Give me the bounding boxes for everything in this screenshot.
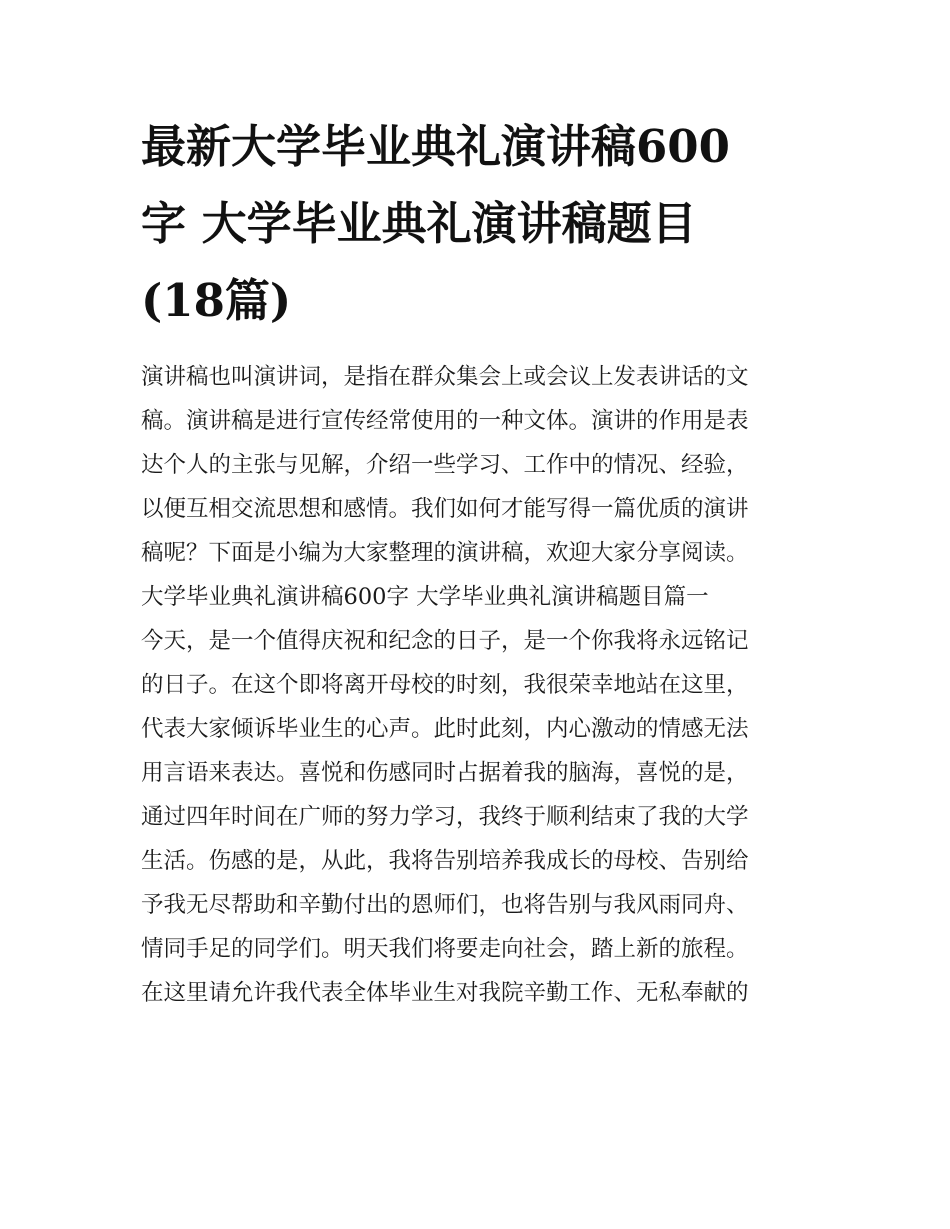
body-line: 稿。演讲稿是进行宣传经常使用的一种文体。演讲的作用是表 <box>141 408 749 434</box>
document-title <box>141 108 821 339</box>
body-line: 在这里请允许我代表全体毕业生对我院辛勤工作、无私奉献的 <box>141 980 749 1006</box>
title-line: (18篇) <box>141 274 292 327</box>
body-line: 演讲稿也叫演讲词，是指在群众集会上或会议上发表讲话的文 <box>141 364 749 390</box>
body-line: 的日子。在这个即将离开母校的时刻，我很荣幸地站在这里， <box>141 672 749 698</box>
title-line: 最新大学毕业典礼演讲稿600 <box>141 120 730 173</box>
title-line: 字 大学毕业典礼演讲稿题目 <box>141 197 697 250</box>
section-heading: 大学毕业典礼演讲稿600字 大学毕业典礼演讲稿题目篇一 <box>141 584 709 610</box>
document-body <box>141 355 821 1015</box>
body-line: 以便互相交流思想和感情。我们如何才能写得一篇优质的演讲 <box>141 496 749 522</box>
body-line: 用言语来表达。喜悦和伤感同时占据着我的脑海，喜悦的是， <box>141 760 749 786</box>
document-content <box>141 108 821 1015</box>
body-line: 予我无尽帮助和辛勤付出的恩师们，也将告别与我风雨同舟、 <box>141 892 749 918</box>
body-line: 稿呢？下面是小编为大家整理的演讲稿，欢迎大家分享阅读。 <box>141 540 749 566</box>
body-line: 代表大家倾诉毕业生的心声。此时此刻，内心激动的情感无法 <box>141 716 749 742</box>
body-line: 生活。伤感的是，从此，我将告别培养我成长的母校、告别给 <box>141 848 749 874</box>
body-line: 通过四年时间在广师的努力学习，我终于顺利结束了我的大学 <box>141 804 749 830</box>
body-line: 达个人的主张与见解，介绍一些学习、工作中的情况、经验， <box>141 452 749 478</box>
body-line: 今天，是一个值得庆祝和纪念的日子，是一个你我将永远铭记 <box>141 628 749 654</box>
body-line: 情同手足的同学们。明天我们将要走向社会，踏上新的旅程。 <box>141 936 749 962</box>
